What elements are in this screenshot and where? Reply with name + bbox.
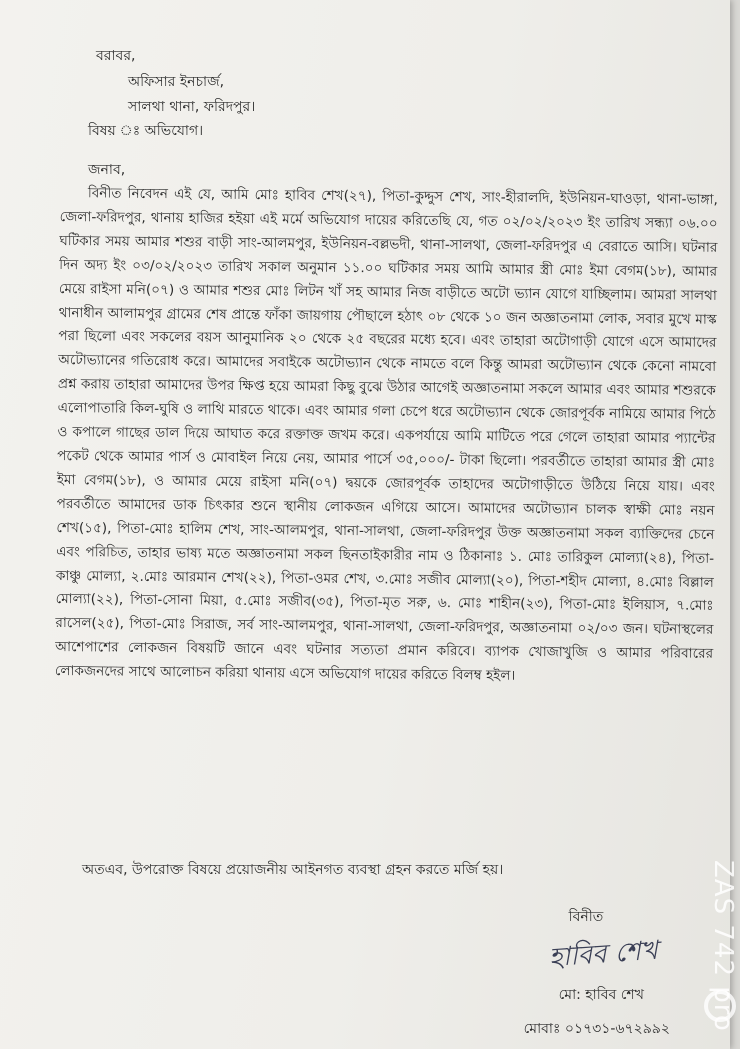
recipient-address: সালথা থানা, ফরিদপুর। <box>128 99 256 115</box>
letter-body: বিনীত নিবেদন এই যে, আমি মোঃ হাবিব শেখ(২৭), পিতা-কুদ্দুস শেখ, সাং-হীরালদি, ইউনিয়ন-ঘাওড়া, থানা-ভাঙ্গা, জেলা-ফরিদপুর, থানায় হাজির হইয়া এই মর্মে অভিযোগ দায়ের করিতেছি যে, গত ০২/০২/২০২৩ ইং তারিখ সন্ধ্যা ০৬.০০ ঘটিকার সময় আমার শশুর বাড়ী সাং-আলমপুর, ইউনিয়ন-বল্লভদী, থানা-সালথা, জেলা-ফরিদপুর এ বেরাতে আসি। ঘটনার দিন অদ্য ইং ০৩/০২/২০২৩ তারিখ সকাল অনুমান ১১.০০ ঘটিকার সময় আমি আমার স্ত্রী মোঃ ইমা বেগম(১৮), আমার মেয়ে রাইসা মনি(০৭) ও আমার শশুর মোঃ লিটন খাঁ সহ আমার নিজ বাড়ীতে অটো ভ্যান যোগে যাচ্ছিলাম। আমরা সালথা থানাধীন আলামপুর গ্রামের শেষ প্রান্তে ফাঁকা জায়গায় পৌছালে হঠাৎ ০৮ থেকে ১০ জন অজ্ঞাতনামা লোক, সবার মুখে মাস্ক পরা ছিলো এবং সকলের বয়স আনুমানিক ২০ থেকে ২৫ বছরের মধ্যে হবে। এবং তাহারা অটোগাড়ী যোগে এসে আমাদের অটোভ্যানের গতিরোধ করে। আমাদের সবাইকে অটোভ্যান থেকে নামতে বলে কিন্তু আমরা অটোভ্যান থেকে কেনো নামবো প্রশ্ন করায় তাহারা আমাদের উপর ক্ষিপ্ত হয়ে আমরা কিছু বুঝে উঠার আগেই অজ্ঞাতনামা সকলে আমার এবং আমার শশুরকে এলোপাতারি কিল-ঘুষি ও লাথি মারতে থাকে। এবং আমার গলা চেপে ধরে অটোভ্যান থেকে জোরপূর্বক নামিয়ে আমার পিঠে ও কপালে গাছের ডাল দিয়ে আঘাত করে রক্তাক্ত জখম করে। একপর্যায়ে আমি মাটিতে পরে গেলে তাহারা আমার প্যান্টের পকেট থেকে আমার পার্স ও মোবাইল নিয়ে নেয়, আমার পার্সে ৩৫,০০০/- টাকা ছিলো। পরবর্তীতে তাহারা আমার স্ত্রী মোঃ ইমা বেগম(১৮), ও আমার মেয়ে রাইসা মনি(০৭) দ্বয়কে জোরপূর্বক তাহাদের অটোগাড়ীতে উঠিয়ে নিয়ে যায়। এবং পরবর্তীতে আমাদের ডাক চিৎকার শুনে স্থানীয় লোকজন এগিয়ে আসে। আমাদের অটোভ্যান চালক স্বাক্ষী মোঃ নয়ন শেখ(১৫), পিতা-মোঃ হালিম শেখ, সাং-আলমপুর, থানা-সালথা, জেলা-ফরিদপুর উক্ত অজ্ঞাতনামা সকল ব্যাক্তিদের চেনে এবং পরিচিত, তাহার ভাষ্য মতে অজ্ঞাতনামা সকল ছিনতাইকারীর নাম ও ঠিকানাঃ ১. মোঃ তারিকুল মোল্যা(২৪), পিতা-কাঞ্চু মোল্যা, ২.মোঃ আরমান শেখ(২২), পিতা-ওমর শেখ, ৩.মোঃ সজীব মোল্যা(২০), পিতা-শহীদ মোল্যা, ৪.মোঃ বিল্লাল মোল্যা(২২), পিতা-সোনা মিয়া, ৫.মোঃ সজীব(৩৫), পিতা-মৃত সরু, ৬. মোঃ শাহীন(২৩), পিতা-মোঃ ইলিয়াস, ৭.মোঃ রাসেল(২৫), পিতা-মোঃ সিরাজ, সর্ব সাং-আলমপুর, থানা-সালথা, জেলা-ফরিদপুর, অজ্ঞাতনামা ০২/০৩ জন। ঘটনাস্থলের আশেপাশের লোকজন বিষয়টি জানে এবং ঘটনার সত্যতা প্রমান করিবে। ব্যাপক খোজাখুজি ও আমার পরিবারের লোকজনদের সাথে আলোচন করিয়া থানায় এসে অভিযোগ দায়ের করিতে বিলম্ব হইল। <box>54 185 718 684</box>
letter-to: বরাবর, <box>96 48 136 64</box>
signature-block <box>523 905 670 1041</box>
sender-mobile: মোবাঃ ০১৭৩১-৬৭২৯৯২ <box>523 1021 670 1037</box>
sender-name: মো: হাবিব শেখ <box>558 987 644 1003</box>
recipient-title: অফিসার ইনচার্জ, <box>128 74 225 90</box>
letter-subject: বিষয় ঃ অভিযোগ। <box>88 123 204 139</box>
handwritten-signature: হাবিব শেখ <box>547 935 659 974</box>
camera-watermark: ZAS 742 pro <box>708 860 738 1032</box>
sign-prefix: বিনীত <box>568 909 604 925</box>
watermark-circle-icon <box>704 990 736 1022</box>
salutation: জনাব, <box>88 162 126 178</box>
closing-line: অতএব, উপরোক্ত বিষয়ে প্রয়োজনীয় আইনগত ব্যবস্থা গ্রহন করতে মর্জি হয়। <box>82 862 504 878</box>
